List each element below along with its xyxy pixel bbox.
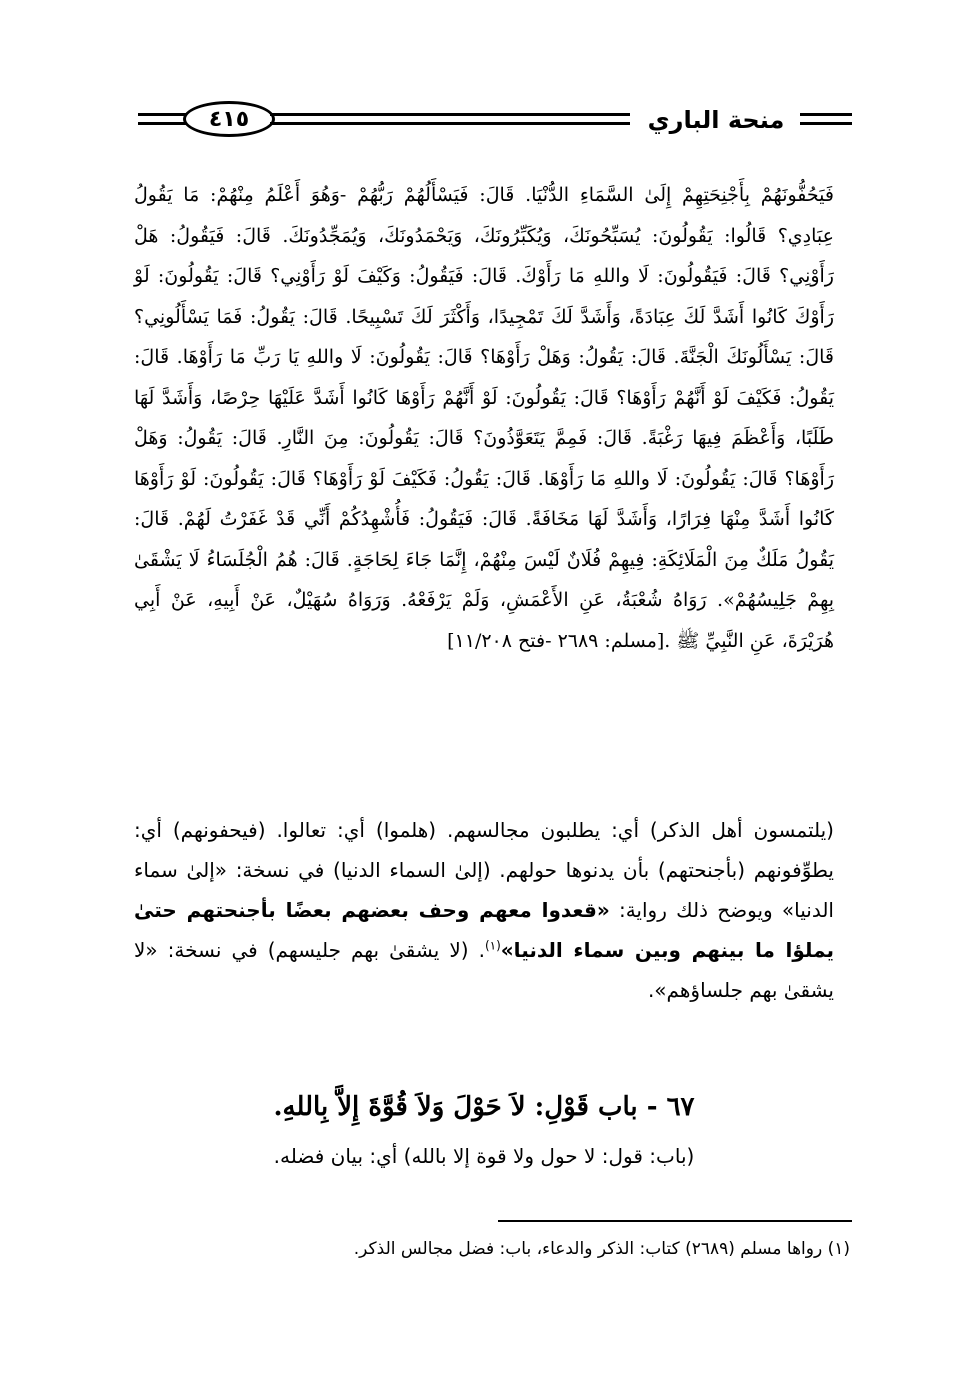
footnote-divider — [498, 1220, 852, 1222]
running-title: منحة الباري — [647, 106, 785, 134]
footnote: (١) رواها مسلم (٢٦٨٩) كتاب: الذكر والدعاء، باب: فضل مجالس الذكر. — [353, 1239, 850, 1259]
chapter-heading: ٦٧ - باب قَوْلِ: لاَ حَوْلَ وَلاَ قُوَّةَ إِلاَّ بِاللهِ. — [273, 1092, 695, 1122]
footnote-marker: (١) — [484, 938, 501, 953]
commentary-paragraph — [134, 810, 834, 1010]
commentary-text-part2: . (لا يشقىٰ بهم جليسهم) في نسخة: «لا يشقىٰ بهم جلساؤهم». — [134, 938, 834, 1002]
hadith-text: فَيَحُفُّونَهُمْ بِأَجْنِحَتِهِمْ إِلَىٰ السَّمَاءِ الدُّنْيَا. قَالَ: فَيَسْأَلُهُمْ رَبُّهُمْ -وَهُوَ أَعْلَمُ مِنْهُمْ: مَا يَقُولُ عِبَادِي؟ قَالُوا: يَقُولُونَ: يُسَبِّحُونَكَ، وَيُكَبِّرُونَكَ، وَيَحْمَدُونَكَ، وَيُمَجِّدُونَكَ. قَالَ: فَيَقُولُ: هَلْ رَأَوْنِي؟ قَالَ: فَيَقُولُونَ: لَا واللهِ مَا رَأَوْكَ. قَالَ: فَيَقُولُ: وَكَيْفَ لَوْ رَأَوْنِي؟ قَالَ: يَقُولُونَ: لَوْ رَأَوْكَ كَانُوا أَشَدَّ لَكَ عِبَادَةً، وَأَشَدَّ لَكَ تَمْجِيدًا، وَأَكْثَرَ لَكَ تَسْبِيحًا. قَالَ: يَقُولُ: فَمَا يَسْأَلُونِي؟ قَالَ: يَسْأَلُونَكَ الْجَنَّةَ. قَالَ: يَقُولُ: وَهَلْ رَأَوْهَا؟ قَالَ: يَقُولُونَ: لَا واللهِ يَا رَبِّ مَا رَأَوْهَا. قَالَ: يَقُولُ: فَكَيْفَ لَوْ أَنَّهُمْ رَأَوْهَا؟ قَالَ: يَقُولُونَ: لَوْ أَنَّهُمْ رَأَوْهَا كَانُوا أَشَدَّ عَلَيْهَا حِرْصًا، وَأَشَدَّ لَهَا طَلَبًا، وَأَعْظَمَ فِيهَا رَغْبَةً. قَالَ: فَمِمَّ يَتَعَوَّذُونَ؟ قَالَ: يَقُولُونَ: مِنَ النَّارِ. قَالَ: يَقُولُ: وَهَلْ رَأَوْهَا؟ قَالَ: يَقُولُونَ: لَا واللهِ مَا رَأَوْهَا. قَالَ: يَقُولُ: فَكَيْفَ لَوْ رَأَوْهَا؟ قَالَ: يَقُولُونَ: لَوْ رَأَوْهَا كَانُوا أَشَدَّ مِنْهَا فِرَارًا، وَأَشَدَّ لَهَا مَخَافَةً. قَالَ: فَيَقُولُ: فَأُشْهِدُكُمْ أَنِّي قَدْ غَفَرْتُ لَهُمْ. قَالَ: يَقُولُ مَلَكٌ مِنَ الْمَلَائِكَةِ: فِيهِمْ فُلَانٌ لَيْسَ مِنْهُمْ، إِنَّمَا جَاءَ لِحَاجَةٍ. قَالَ: هُمُ الْجُلَسَاءُ لَا يَشْقَىٰ بِهِمْ جَلِيسُهُمْ». رَوَاهُ شُعْبَةُ، عَنِ الأَعْمَشِ، وَلَمْ يَرْفَعْهُ. وَرَوَاهُ سُهَيْلٌ، عَنْ أَبِيهِ، عَنْ أَبِي هُرَيْرَةَ، عَنِ النَّبِيِّ ﷺ .[مسلم: ٢٦٨٩ -فتح ١١/٢٠٨] — [134, 184, 834, 652]
commentary-bold-quote: «قعدوا معهم وحف بعضهم بعضًا بأجنحتهم حتىٰ يملؤا ما بينهم وبين سماء الدنيا» — [134, 898, 834, 962]
page-number: ٤١٥ — [183, 101, 275, 137]
chapter-explanation: (باب: قول: لا حول ولا قوة إلا بالله) أي: بيان فضله. — [273, 1144, 695, 1168]
page-header — [0, 80, 958, 160]
commentary-text-part1: (يلتمسون أهل الذكر) أي: يطلبون مجالسهم. (هلموا) أي: تعالوا. (فيحفونهم) أي: يطوِّفونهم (بأجنحتهم) بأن يدنوها حولهم. (إلىٰ السماء الدنيا) في نسخة: «إلىٰ سماء الدنيا» ويوضح ذلك رواية: — [134, 818, 834, 922]
header-rule-right — [800, 113, 852, 125]
header-rule-middle — [270, 113, 630, 125]
